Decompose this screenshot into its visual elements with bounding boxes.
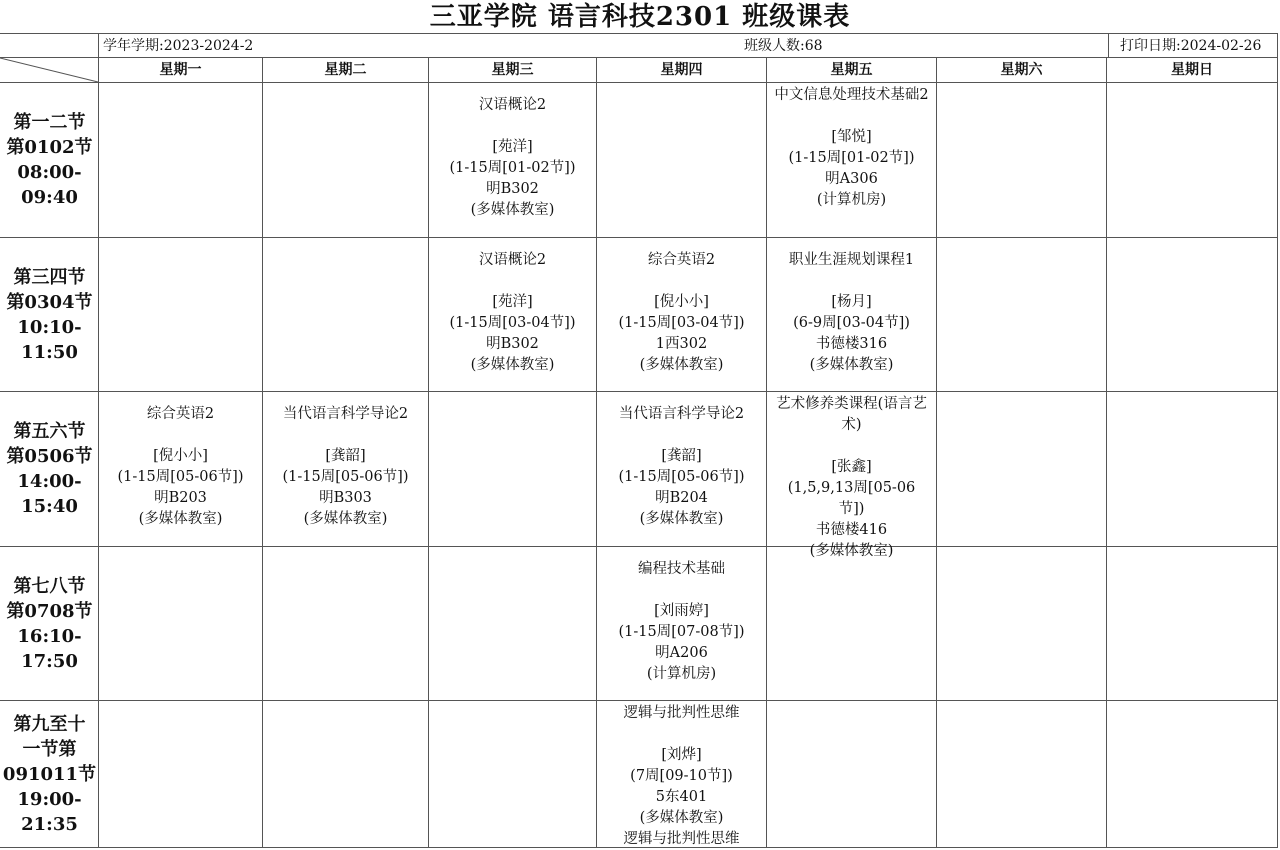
course-teacher: [龚韶] <box>661 448 702 464</box>
course-room: 明A306 <box>825 171 878 187</box>
slot-label <box>0 83 99 237</box>
course-teacher: [刘雨婷] <box>654 603 709 619</box>
course-weeks: (7周[09-10节]) <box>630 768 733 784</box>
course-room-type: (多媒体教室) <box>639 357 724 373</box>
corner-diagonal <box>0 58 99 83</box>
day-header-fri: 星期五 <box>830 62 873 78</box>
grid-line <box>1106 57 1107 847</box>
course-cell[interactable] <box>767 83 936 237</box>
grid-line <box>0 82 1278 83</box>
course-name: 汉语概论2 <box>478 252 547 268</box>
course-teacher: [倪小小] <box>153 448 208 464</box>
grid-line <box>1277 33 1278 847</box>
grid-line <box>936 57 937 847</box>
course-room: 1西302 <box>655 336 708 352</box>
slot-text: 21:35 <box>21 813 78 835</box>
course-room-type: (多媒体教室) <box>303 511 388 527</box>
course-name: 中文信息处理技术基础2 <box>774 87 929 103</box>
course-room: 5东401 <box>655 789 708 805</box>
course-name: 编程技术基础 <box>638 561 725 577</box>
course-teacher: [苑洋] <box>492 294 533 310</box>
course-cell[interactable] <box>597 392 766 546</box>
course-cell[interactable] <box>429 238 596 391</box>
class-size-info: 班级人数:68 <box>744 38 823 54</box>
course-weeks: (1,5,9,13周[05-06节]) <box>787 480 916 517</box>
course-weeks: (1-15周[07-08节]) <box>618 624 745 640</box>
course-cell[interactable] <box>99 392 262 546</box>
slot-text: 10:10- <box>17 316 82 338</box>
slot-text: 第0506节 <box>6 446 93 467</box>
slot-text: 一节第 <box>22 738 77 760</box>
course-cell[interactable] <box>767 238 936 391</box>
course-name: 综合英语2 <box>647 252 716 268</box>
course-cell[interactable] <box>767 392 936 559</box>
course-name: 当代语言科学导论2 <box>282 406 409 422</box>
term-info: 学年学期:2023-2024-2 <box>103 38 254 54</box>
grid-line <box>0 33 1278 34</box>
slot-text: 08:00- <box>17 162 82 183</box>
slot-text: 09:40 <box>21 187 78 208</box>
slot-text: 第0708节 <box>6 600 93 622</box>
slot-label <box>0 392 99 546</box>
course-cell[interactable] <box>597 701 766 847</box>
slot-text: 第一二节 <box>13 112 86 133</box>
day-header-wed: 星期三 <box>491 62 534 78</box>
course-name: 逻辑与批判性思维 <box>623 705 740 721</box>
course-room-type: (多媒体教室) <box>809 543 894 559</box>
course-name: 汉语概论2 <box>478 97 547 113</box>
course-name: 艺术修养类课程(语言艺术) <box>776 396 927 433</box>
grid-line <box>1108 33 1109 57</box>
slot-text: 第0102节 <box>6 137 93 158</box>
course-weeks: (1-15周[05-06节]) <box>117 469 244 485</box>
course-weeks: (1-15周[03-04节]) <box>618 315 745 331</box>
course-cell[interactable] <box>597 238 766 391</box>
slot-text: 15:40 <box>21 496 78 517</box>
course-room-type: (多媒体教室) <box>138 511 223 527</box>
slot-label <box>0 547 99 700</box>
day-header-sun: 星期日 <box>1171 62 1213 78</box>
course-room: 明B203 <box>154 490 207 506</box>
course-weeks: (6-9周[03-04节]) <box>793 315 910 331</box>
slot-text: 19:00- <box>17 788 82 810</box>
course-teacher: [邹悦] <box>831 129 872 145</box>
page-title: 三亚学院 语言科技2301 班级课表 <box>429 2 851 32</box>
course-teacher: [张鑫] <box>831 459 872 475</box>
course-name: 职业生涯规划课程1 <box>788 252 915 268</box>
course-room-type: (多媒体教室) <box>470 202 555 218</box>
print-date-info: 打印日期:2024-02-26 <box>1120 38 1262 54</box>
slot-text: 11:50 <box>21 341 78 363</box>
slot-text: 第五六节 <box>13 421 86 442</box>
day-header-tue: 星期二 <box>324 62 367 78</box>
course-weeks: (1-15周[05-06节]) <box>618 469 745 485</box>
course-room: 书德楼316 <box>815 336 888 352</box>
slot-label <box>0 238 99 391</box>
course-room: 明B302 <box>486 181 539 197</box>
course-room: 书德楼416 <box>815 522 888 538</box>
course-name: 当代语言科学导论2 <box>618 406 745 422</box>
course-room: 明B302 <box>486 336 539 352</box>
course-teacher: [倪小小] <box>654 294 709 310</box>
slot-text: 16:10- <box>17 625 82 647</box>
slot-text: 第九至十 <box>13 713 86 735</box>
slot-text: 091011节 <box>2 763 97 785</box>
course-weeks: (1-15周[01-02节]) <box>788 150 915 166</box>
course-cell[interactable] <box>597 547 766 700</box>
slot-label <box>0 701 99 847</box>
slot-text: 第0304节 <box>6 291 93 313</box>
course-teacher: [刘烨] <box>661 747 702 763</box>
course-cell[interactable] <box>429 83 596 237</box>
course-room: 明A206 <box>655 645 708 661</box>
course-teacher: [龚韶] <box>325 448 366 464</box>
course-room-type: (多媒体教室) <box>470 357 555 373</box>
slot-text: 14:00- <box>17 471 82 492</box>
slot-text: 17:50 <box>21 650 78 672</box>
slot-text: 第七八节 <box>13 575 86 597</box>
slot-text: 第三四节 <box>13 266 86 288</box>
day-header-sat: 星期六 <box>1000 62 1043 78</box>
course-cell[interactable] <box>263 392 428 546</box>
course-room-type: (计算机房) <box>646 666 717 682</box>
course-weeks: (1-15周[01-02节]) <box>449 160 576 176</box>
day-header-thu: 星期四 <box>660 62 703 78</box>
course-name: 综合英语2 <box>146 406 215 422</box>
course-room-type: (计算机房) <box>816 192 887 208</box>
day-header-mon: 星期一 <box>159 62 202 78</box>
course-room-type: (多媒体教室) <box>809 357 894 373</box>
course-weeks: (1-15周[03-04节]) <box>449 315 576 331</box>
course-room: 明B204 <box>655 490 708 506</box>
course-room: 明B303 <box>319 490 372 506</box>
course-teacher: [杨月] <box>831 294 872 310</box>
course-teacher: [苑洋] <box>492 139 533 155</box>
course-room-type: (多媒体教室) <box>639 511 724 527</box>
course-name-continued: 逻辑与批判性思维 <box>623 831 740 847</box>
course-weeks: (1-15周[05-06节]) <box>282 469 409 485</box>
course-room-type: (多媒体教室) <box>639 810 724 826</box>
